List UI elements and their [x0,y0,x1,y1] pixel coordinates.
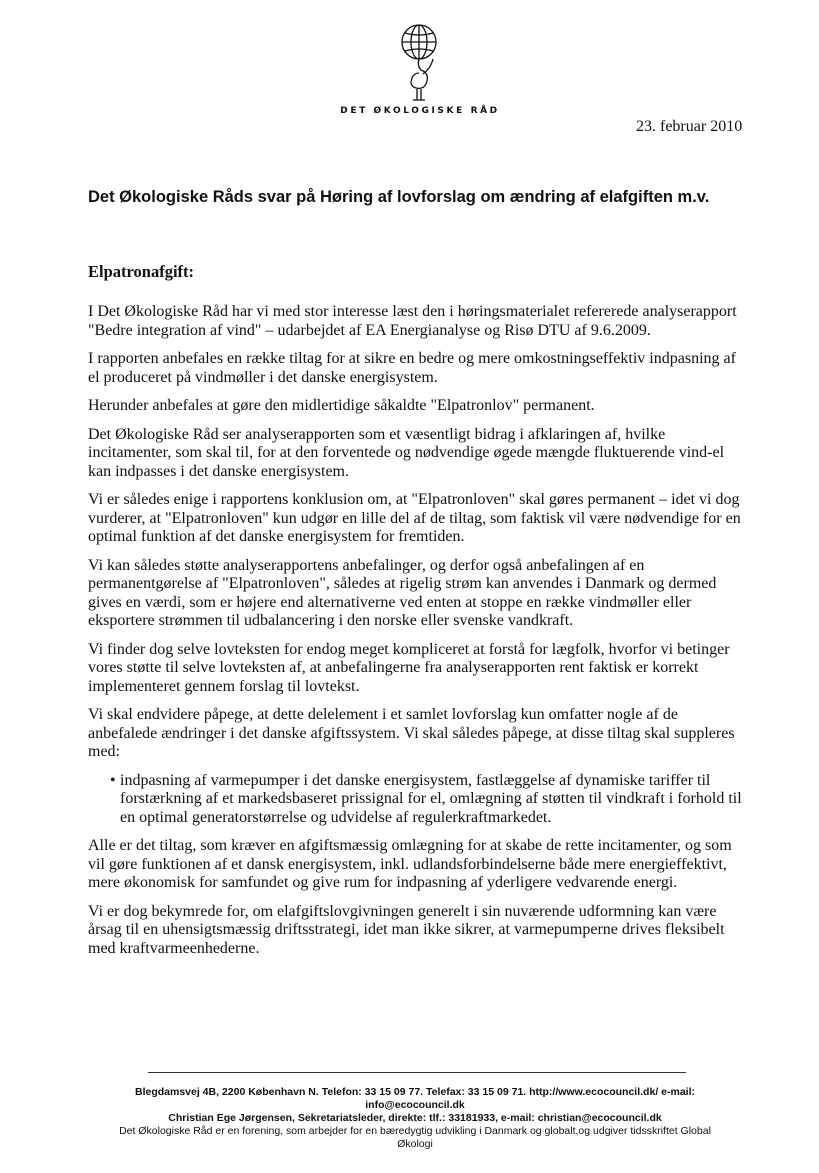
footer-description: Det Økologiske Råd er en forening, som arbejder for en bæredygtig udvikling i Danmark og globalt,og udgiver tidsskriftet Global Økologi [119,1125,711,1150]
document-body [88,303,748,968]
paragraph: Vi kan således støtte analyserapportens anbefalinger, og derfor også anbefalingen af en permanentgørelse af "Elpatronloven", således at rigelig strøm kan anvendes i Danmark og dermed gives en værdi, som er højere end alternativerne ved enten at stoppe en række vindmøller eller eksportere strømmen til udbalancering i den norske eller svenske vandkraft. [88,556,717,629]
paragraph: Vi finder dog selve lovteksten for endog meget kompliceret at forstå for lægfolk, hvorfor vi betinger vores støtte til selve lovteksten af, at anbefalingerne fra analyserapporten rent faktisk er korrekt implementeret gennem forslag til lovtekst. [88,640,730,695]
paragraph: Vi er dog bekymrede for, om elafgiftslovgivningen generelt i sin nuværende udformning kan være årsag til en uhensigtsmæssig driftsstrategi, idet man ikke sikrer, at varmepumperne drives fleksibelt med kraftvarmeenhederne. [88,902,725,957]
paragraph: I rapporten anbefales en række tiltag for at sikre en bedre og mere omkostningseffektiv indpasning af el produceret på vindmøller i det danske energisystem. [88,350,736,386]
paragraph: Vi skal endvidere påpege, at dette delelement i et samlet lovforslag kun omfatter nogle af de anbefalede ændringer i det danske afgiftssystem. Vi skal således påpege, at disse tiltag skal suppleres med: [88,706,735,760]
footer-divider [148,1072,686,1073]
paragraph: Alle er det tiltag, som kræver en afgiftsmæssig omlægning for at skabe de rette incitamenter, og som vil gøre funktionen af et dansk energisystem, inkl. udlandsforbindelserne både mere energieffektivt, mere økonomisk for samfundet og give rum for indpasning af yderligere vedvarende energi. [88,837,732,891]
paragraph: Det Økologiske Råd ser analyserapporten som et væsentligt bidrag i afklaringen af, hvilke incitamenter, som skal til, for at den forventede og nødvendige øgede mængde fluktuerende vind-el kan indpasses i det danske energisystem. [88,425,725,480]
footer-address: Blegdamsvej 4B, 2200 København N. Telefon: 33 15 09 77. Telefax: 33 15 09 71. http://www.ecocouncil.dk/ e-mail: info@ecocouncil.dk [134,1086,695,1111]
organization-name: DET ØKOLOGISKE RÅD [340,106,500,116]
globe-logo-icon [395,18,443,106]
footer-contact: Christian Ege Jørgensen, Sekretariatsleder, direkte: tlf.: 33181933, e-mail: christian@ecocouncil.dk [168,1112,662,1124]
footer [100,1086,730,1151]
paragraph: Herunder anbefales at gøre den midlertidige såkaldte "Elpatronlov" permanent. [88,397,595,414]
section-heading: Elpatronafgift: [88,262,195,281]
bullet-list [88,772,748,828]
document-title: Det Økologiske Råds svar på Høring af lovforslag om ændring af elafgiften m.v. [88,188,710,206]
bullet-item: • indpasning af varmepumper i det danske energisystem, fastlæggelse af dynamiske tariffer til forstærkning af et markedsbaseret prissignal for el, omlægning af støtten til vindkraft i forhold til en optimal generatorstørrelse og udvidelse af regulerkraftmarkedet. [88,772,748,828]
paragraph: I Det Økologiske Råd har vi med stor interesse læst den i høringsmaterialet refererede analyserapport "Bedre integration af vind" – udarbejdet af EA Energianalyse og Risø DTU af 9.6.2009. [88,303,737,339]
letter-date: 23. februar 2010 [636,118,743,135]
paragraph: Vi er således enige i rapportens konklusion om, at "Elpatronloven" skal gøres permanent – idet vi dog vurderer, at "Elpatronloven" kun udgør en lille del af de tiltag, som faktisk vil være nødvendige for en optimal funktion af det danske energisystem for fremtiden. [88,491,741,545]
